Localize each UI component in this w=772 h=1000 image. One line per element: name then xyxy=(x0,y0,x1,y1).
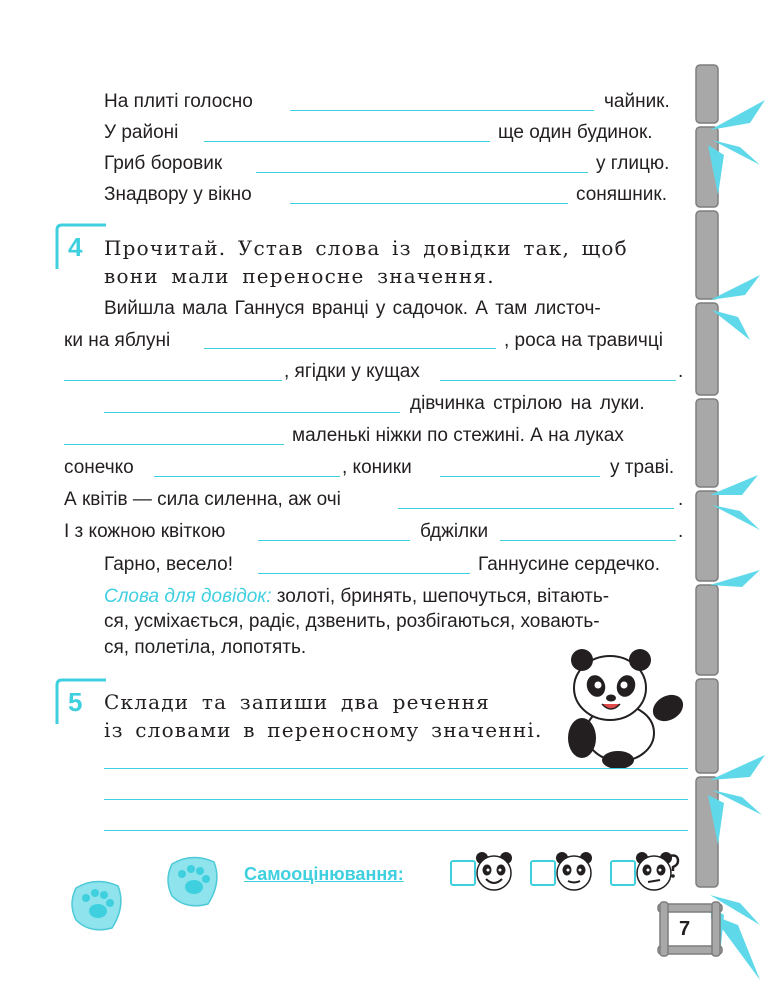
task-instruction: Склади та запиши два речення xyxy=(104,690,490,714)
text-line: А квітів — сила силенна, аж очі xyxy=(64,489,341,510)
panda-thinking-icon xyxy=(632,850,682,892)
answer-blank[interactable] xyxy=(204,348,496,349)
sentence-4-end: соняшник. xyxy=(576,184,668,205)
answer-blank[interactable] xyxy=(398,508,674,509)
task-number: 4 xyxy=(68,232,83,262)
task-instruction: Прочитай. Устав слова із довідки так, щоб xyxy=(104,236,628,260)
text-line: , роса на травичці xyxy=(504,330,663,351)
text-line: . xyxy=(678,521,684,542)
text-line: у траві. xyxy=(610,457,675,478)
answer-blank[interactable] xyxy=(64,380,282,381)
answer-blank[interactable] xyxy=(204,141,490,142)
text-line: Гарно, весело! xyxy=(104,554,234,575)
answer-line[interactable] xyxy=(104,799,688,800)
text-line: Ганнусине сердечко. xyxy=(478,554,661,575)
sentence-4-start: Знадвору у вікно xyxy=(104,184,252,205)
paw-print-icon xyxy=(164,852,222,910)
answer-blank[interactable] xyxy=(290,203,568,204)
task-instruction: вони мали переносне значення. xyxy=(104,264,495,288)
text-line: І з кожною квіткою xyxy=(64,521,226,542)
panda-happy-icon xyxy=(472,850,516,892)
panda-illustration xyxy=(560,638,696,768)
reference-list: ся, полетіла, лопотять. xyxy=(104,637,307,658)
answer-blank[interactable] xyxy=(258,573,470,574)
task-instruction: із словами в переносному значенні. xyxy=(104,718,543,742)
reference-list: золоті, бринять, шепочуться, вітають- xyxy=(271,586,610,607)
answer-blank[interactable] xyxy=(104,412,400,413)
text-line: маленькі ніжки по стежині. А на луках xyxy=(292,425,624,446)
reference-words xyxy=(104,585,609,609)
text-line: . xyxy=(678,361,684,382)
text-line: . xyxy=(678,489,684,510)
text-line: Вийшла мала Ганнуся вранці у садочок. А там листоч- xyxy=(104,298,601,319)
text-line: , ягідки у кущах xyxy=(284,361,420,382)
answer-blank[interactable] xyxy=(258,540,410,541)
sentence-1-end: чайник. xyxy=(604,91,670,112)
sentence-3-start: Гриб боровик xyxy=(104,153,223,174)
reference-label: Слова для довідок: xyxy=(104,586,272,607)
sentence-3-end: у глицю. xyxy=(596,153,670,174)
paw-print-icon xyxy=(68,876,126,934)
answer-line[interactable] xyxy=(104,768,688,769)
panda-neutral-icon xyxy=(552,850,596,892)
sentence-2-start: У районі xyxy=(104,122,179,143)
sentence-2-end: ще один будинок. xyxy=(498,122,653,143)
answer-blank[interactable] xyxy=(64,444,284,445)
answer-blank[interactable] xyxy=(256,172,588,173)
text-line: , коники xyxy=(342,457,412,478)
text-line: дівчинка стрілою на луки. xyxy=(410,393,645,414)
self-evaluation-label: Самооцінювання: xyxy=(244,864,404,884)
task-number: 5 xyxy=(68,687,83,717)
reference-list: ся, усміхається, радіє, дзвенить, розбігаються, ховають- xyxy=(104,611,600,632)
answer-blank[interactable] xyxy=(500,540,676,541)
text-line: бджілки xyxy=(420,521,489,542)
text-line: ки на яблуні xyxy=(64,330,171,351)
answer-blank[interactable] xyxy=(440,380,676,381)
answer-blank[interactable] xyxy=(290,110,594,111)
answer-blank[interactable] xyxy=(440,476,600,477)
page-number: 7 xyxy=(679,918,691,940)
answer-blank[interactable] xyxy=(154,476,340,477)
text-line: сонечко xyxy=(64,457,134,478)
answer-line[interactable] xyxy=(104,830,688,831)
sentence-1-start: На плиті голосно xyxy=(104,91,253,112)
